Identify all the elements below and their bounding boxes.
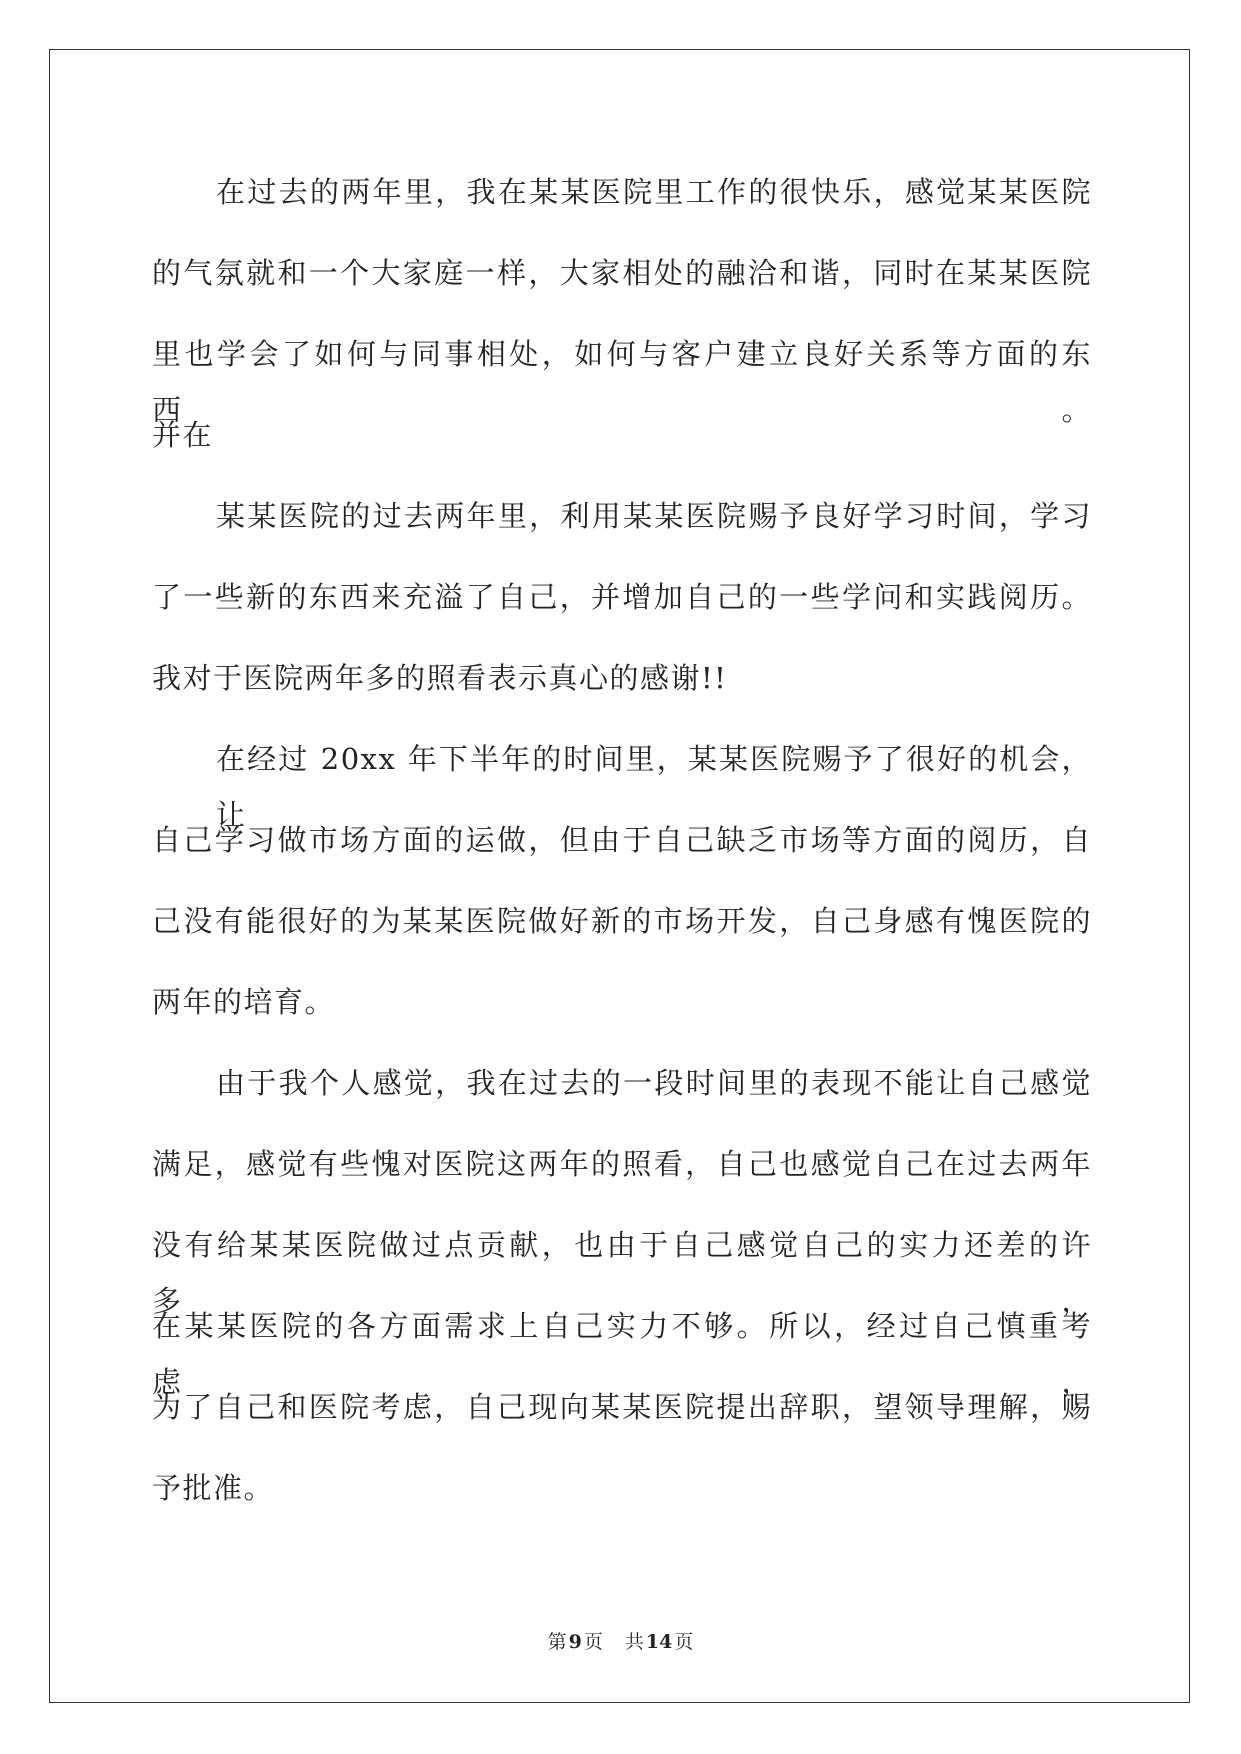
text-line: 我对于医院两年多的照看表示真心的感谢!! (152, 661, 728, 695)
text-line: 在某某医院的各方面需求上自己实力不够。所以，经过自己慎重考虑， (152, 1309, 1092, 1399)
text-line: 满足，感觉有些愧对医院这两年的照看，自己也感觉自己在过去两年 (152, 1147, 1092, 1181)
text-line: 里也学会了如何与同事相处，如何与客户建立良好关系等方面的东西。 (152, 337, 1092, 427)
text-line: 的气氛就和一个大家庭一样，大家相处的融洽和谐，同时在某某医院 (152, 256, 1092, 290)
text-line: 在经过 20xx 年下半年的时间里，某某医院赐予了很好的机会，让 (216, 742, 1092, 832)
text-line: 予批准。 (152, 1471, 275, 1505)
text-line: 为了自己和医院考虑，自己现向某某医院提出辞职，望领导理解，赐 (152, 1390, 1092, 1424)
text-line: 某某医院的过去两年里，利用某某医院赐予良好学习时间，学习 (216, 499, 1092, 533)
text-line: 没有给某某医院做过点贡献，也由于自己感觉自己的实力还差的许多， (152, 1228, 1092, 1318)
total-suffix: 页 (674, 1631, 694, 1653)
text-line: 自己学习做市场方面的运做，但由于自己缺乏市场等方面的阅历，自 (152, 823, 1092, 857)
text-line: 两年的培育。 (152, 985, 336, 1019)
text-line: 由于我个人感觉，我在过去的一段时间里的表现不能让自己感觉 (216, 1066, 1092, 1100)
page-prefix: 第 (547, 1631, 567, 1653)
page-total: 14 (645, 1631, 673, 1653)
page-number: 9 (568, 1631, 582, 1653)
text-line: 并在 (152, 418, 214, 452)
total-prefix: 共 (624, 1631, 644, 1653)
page-footer (0, 1630, 1241, 1654)
text-line: 在过去的两年里，我在某某医院里工作的很快乐，感觉某某医院 (216, 175, 1092, 209)
page-suffix: 页 (583, 1631, 603, 1653)
document-body (152, 164, 1092, 1541)
text-line: 了一些新的东西来充溢了自己，并增加自己的一些学问和实践阅历。 (152, 580, 1092, 614)
text-line: 己没有能很好的为某某医院做好新的市场开发，自己身感有愧医院的 (152, 904, 1092, 938)
